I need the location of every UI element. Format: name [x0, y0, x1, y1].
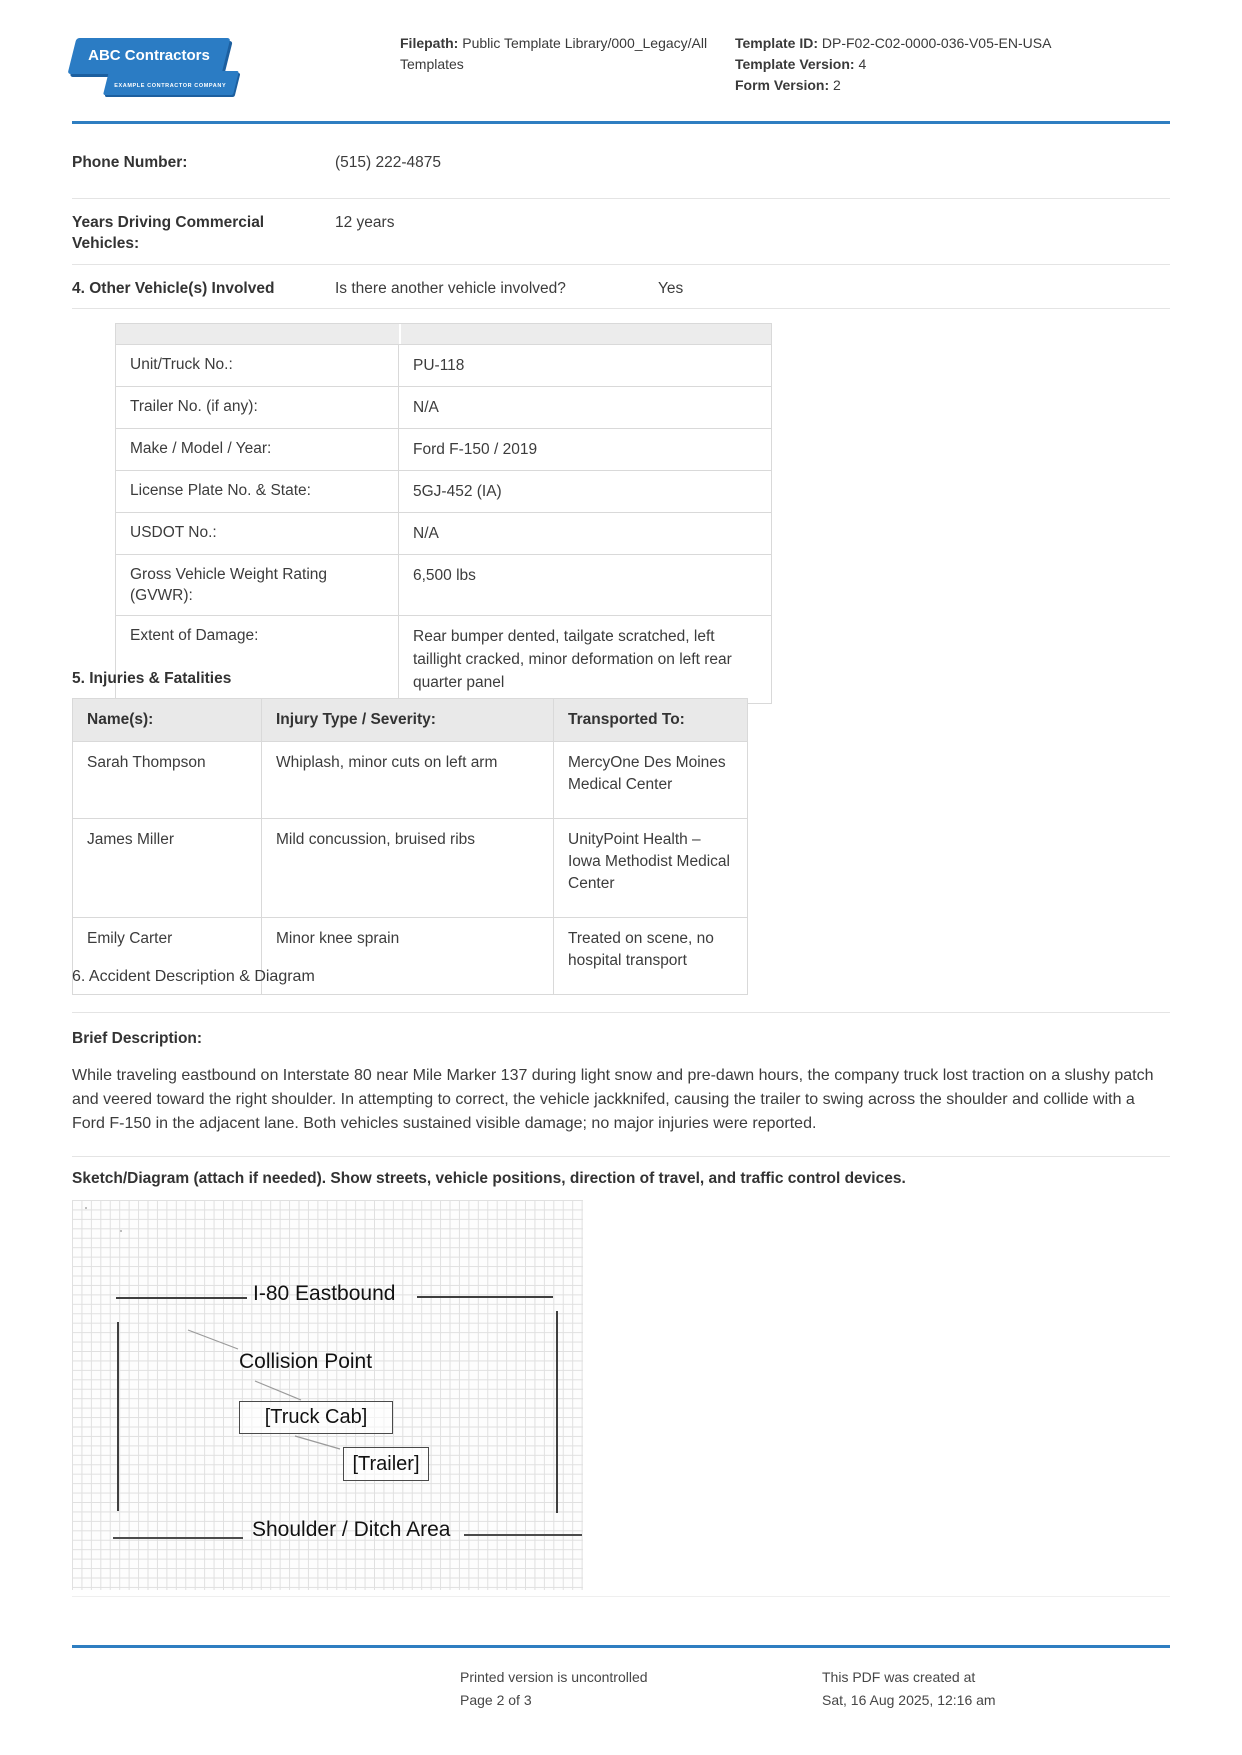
row-divider	[72, 264, 1170, 265]
shoulder-line-right	[464, 1534, 582, 1536]
shoulder-label: Shoulder / Ditch Area	[252, 1518, 451, 1541]
injury-name: Emily Carter	[73, 918, 262, 994]
road-line-right	[417, 1296, 553, 1298]
table-row	[73, 741, 747, 818]
sketch-label: Sketch/Diagram (attach if needed). Show streets, vehicle positions, direction of travel, and traffic control devices.	[72, 1170, 906, 1187]
years-driving-label: Years Driving Commercial Vehicles:	[72, 214, 265, 252]
table-row	[116, 386, 771, 428]
table-row	[116, 615, 771, 703]
section4-row	[72, 278, 1170, 304]
shoulder-line-left	[113, 1537, 243, 1539]
row-label: Extent of Damage:	[116, 616, 399, 703]
trailer-box: [Trailer]	[343, 1447, 429, 1481]
footer-created-timestamp: Sat, 16 Aug 2025, 12:16 am	[822, 1692, 996, 1708]
column-header: Transported To:	[568, 711, 685, 728]
template-id-row	[735, 33, 1171, 54]
row-label: Gross Vehicle Weight Rating (GVWR):	[116, 555, 399, 615]
brief-description-label: Brief Description:	[72, 1030, 203, 1047]
template-id-label: Template ID:	[735, 35, 818, 51]
template-info-block	[735, 33, 1171, 96]
column-header: Name(s):	[73, 699, 262, 741]
accident-description: While traveling eastbound on Interstate 80 near Mile Marker 137 during light snow and pre-dawn hours, the company truck lost traction on a slushy patch and veered toward the right shoulder. In attempting to correct, the vehicle jackknifed, causing the trailer to swing across the shoulder and collide with a Ford F-150 in the adjacent lane. Both vehicles sustained visible damage; no major injuries were reported.	[72, 1067, 1154, 1132]
row-value: Ford F-150 / 2019	[413, 441, 538, 458]
logo-subtitle: EXAMPLE CONTRACTOR COMPANY	[114, 83, 227, 89]
injuries-table	[72, 698, 748, 995]
row-value: 6,500 lbs	[413, 567, 476, 584]
years-driving-row	[72, 212, 1170, 262]
injury-transported: MercyOne Des Moines Medical Center	[568, 754, 726, 793]
phone-number-value: (515) 222-4875	[335, 154, 441, 171]
road-label: I-80 Eastbound	[253, 1282, 396, 1305]
lane-line-right	[556, 1311, 558, 1513]
form-version-row	[735, 75, 1171, 96]
table-row	[116, 428, 771, 470]
row-divider	[72, 308, 1170, 309]
template-version-value: 4	[858, 56, 867, 72]
logo-subbanner	[103, 71, 239, 95]
row-label: Make / Model / Year:	[116, 429, 399, 470]
road-line-left	[116, 1297, 247, 1299]
section-divider	[72, 1156, 1170, 1157]
column-header: Injury Type / Severity:	[262, 699, 554, 741]
section5-title: 5. Injuries & Fatalities	[72, 670, 232, 687]
row-value: PU-118	[413, 357, 465, 374]
footer-left-block	[460, 1666, 648, 1712]
other-vehicle-table	[115, 323, 772, 704]
table-row	[116, 554, 771, 615]
collision-point-label: Collision Point	[239, 1350, 373, 1373]
row-label: Unit/Truck No.:	[116, 345, 399, 386]
filepath-value: Public Template Library/000_Legacy/All Templates	[400, 35, 708, 72]
section4-question: Is there another vehicle involved?	[335, 280, 566, 297]
row-label: Trailer No. (if any):	[116, 387, 399, 428]
table-row	[73, 818, 747, 917]
row-value: N/A	[413, 525, 439, 542]
accident-sketch-diagram	[72, 1200, 583, 1590]
footer-rule	[72, 1645, 1170, 1648]
row-value: N/A	[413, 399, 439, 416]
form-version-value: 2	[833, 77, 841, 93]
phone-number-label: Phone Number:	[72, 154, 188, 171]
row-value: 5GJ-452 (IA)	[413, 483, 502, 500]
row-divider	[72, 198, 1170, 199]
header-rule	[72, 121, 1170, 124]
section4-title: 4. Other Vehicle(s) Involved	[72, 280, 275, 297]
table-row	[116, 344, 771, 386]
footer-page-number: Page 2 of 3	[460, 1692, 532, 1708]
truck-cab-box: [Truck Cab]	[239, 1401, 393, 1434]
row-label: License Plate No. & State:	[116, 471, 399, 512]
footer-right-block	[822, 1666, 996, 1712]
injury-name: Sarah Thompson	[73, 742, 262, 818]
section6-title: 6. Accident Description & Diagram	[72, 968, 315, 985]
injury-transported: UnityPoint Health – Iowa Methodist Medical Center	[568, 831, 730, 892]
company-logo	[72, 38, 292, 96]
filepath-label: Filepath:	[400, 35, 459, 51]
injuries-table-header	[73, 699, 747, 741]
filepath-block	[400, 33, 722, 75]
injury-name: James Miller	[73, 819, 262, 917]
injury-transported: Treated on scene, no hospital transport	[568, 930, 714, 969]
form-version-label: Form Version:	[735, 77, 830, 93]
section-divider	[72, 1012, 1170, 1013]
injury-type: Minor knee sprain	[262, 918, 554, 994]
lane-line-left	[117, 1322, 119, 1511]
phone-number-row	[72, 152, 1170, 182]
section4-answer: Yes	[658, 280, 684, 297]
logo-title: ABC Contractors	[88, 47, 210, 64]
template-id-value: DP-F02-C02-0000-036-V05-EN-USA	[821, 35, 1052, 51]
footer-faint-divider	[72, 1596, 1170, 1597]
row-label: USDOT No.:	[116, 513, 399, 554]
template-version-label: Template Version:	[735, 56, 855, 72]
logo-banner	[68, 38, 231, 74]
table-row	[116, 512, 771, 554]
injury-type: Mild concussion, bruised ribs	[262, 819, 554, 917]
years-driving-value: 12 years	[335, 214, 395, 231]
table-row	[116, 470, 771, 512]
vehicle-table-header	[116, 323, 771, 344]
row-value: Rear bumper dented, tailgate scratched, left taillight cracked, minor deformation on left rear quarter panel	[413, 628, 732, 691]
template-version-row	[735, 54, 1171, 75]
injury-type: Whiplash, minor cuts on left arm	[262, 742, 554, 818]
footer-uncontrolled-note: Printed version is uncontrolled	[460, 1669, 648, 1685]
footer-created-label: This PDF was created at	[822, 1669, 976, 1685]
